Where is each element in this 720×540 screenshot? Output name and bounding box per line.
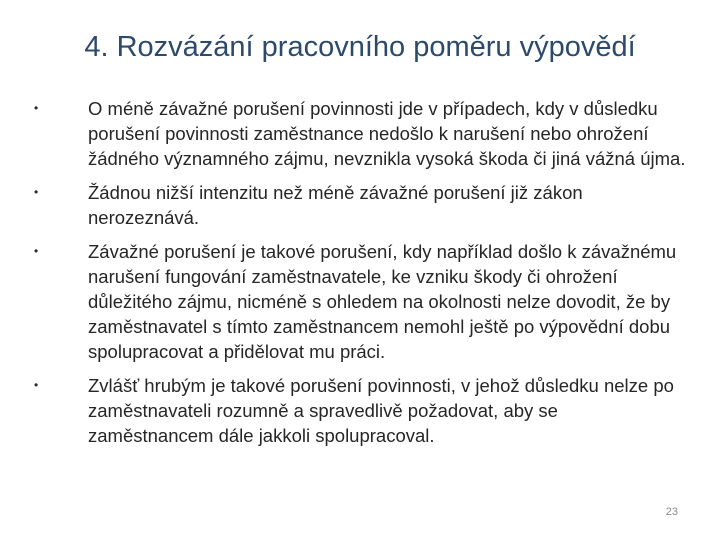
bullet-text: O méně závažné porušení povinnosti jde v případech, kdy v důsledku porušení povinnosti zaměstnance nedošlo k narušení nebo ohrožení žádného významného zájmu, nevznikla vysoká škoda či jiná vážná újma. [88,98,686,169]
bullet-item-3 [0,239,720,364]
bullet-list [0,96,720,457]
slide-title: 4. Rozvázání pracovního poměru výpovědí [84,31,636,63]
bullet-item-4 [0,373,720,448]
bullet-item-1 [0,96,720,171]
bullet-text: Zvlášť hrubým je takové porušení povinnosti, v jehož důsledku nelze po zaměstnavateli rozumně a spravedlivě požadovat, aby se zaměstnancem dále jakkoli spolupracoval. [88,375,674,446]
bullet-text: Žádnou nižší intenzitu než méně závažné porušení již zákon nerozeznává. [88,182,583,228]
slide-number: 23 [665,506,678,518]
bullet-dot-icon: • [34,244,39,258]
bullet-text: Závažné porušení je takové porušení, kdy například došlo k závažnému narušení fungování zaměstnavatele, ke vzniku škody či ohrožení důležitého zájmu, nicméně s ohledem na okolnosti nelze dovodit, že by zaměstnavatel s tímto zaměstnancem nemohl ještě po výpovědní dobu spolupracovat a přidělovat mu práci. [88,241,677,362]
bullet-dot-icon: • [34,101,39,115]
bullet-dot-icon: • [34,378,39,392]
bullet-dot-icon: • [34,185,39,199]
bullet-item-2 [0,180,720,230]
